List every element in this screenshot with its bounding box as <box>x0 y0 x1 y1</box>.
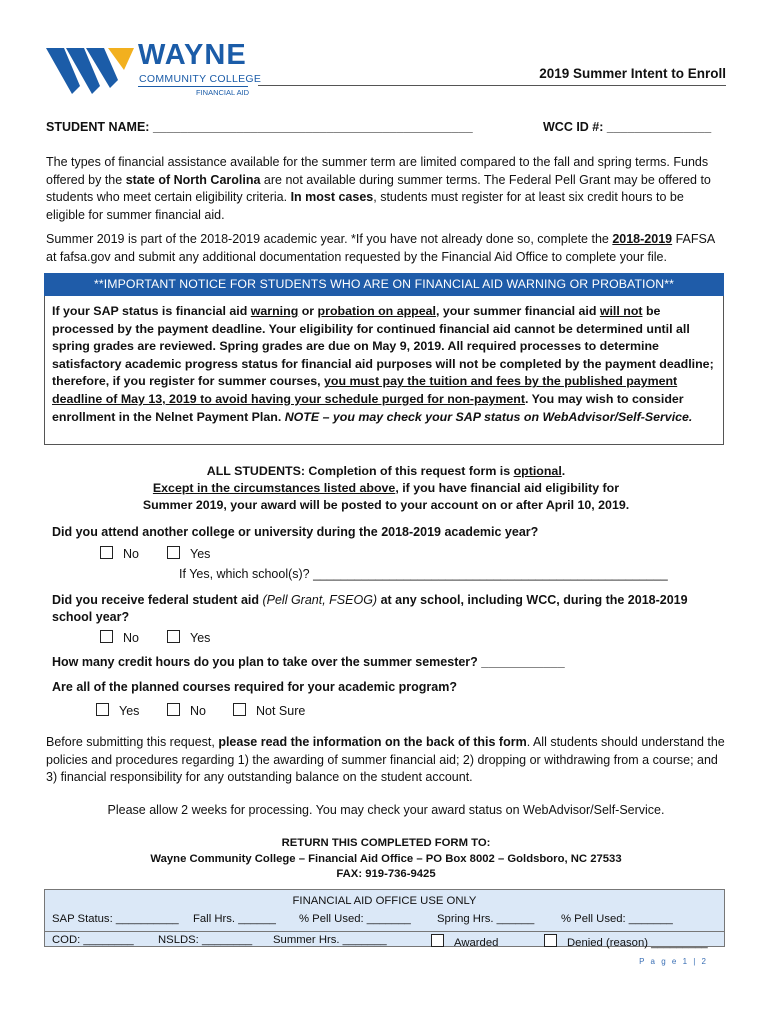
closing-paragraph: Before submitting this request, please read the information on the back of this form. All students should understand the policies and procedures regarding 1) the awarding of summer financial aid; 2) dropping or withdrawing from a course; and 3) financial responsibility for any outstanding balance on the student account. <box>46 735 725 784</box>
checkbox[interactable] <box>100 546 113 559</box>
student-name-field[interactable]: STUDENT NAME: ______________________________________________ <box>46 120 473 134</box>
question-other-college: Did you attend another college or university during the 2018-2019 academic year? <box>52 525 539 539</box>
title-rule <box>258 85 726 86</box>
return-fax: FAX: 919-736-9425 <box>336 868 436 880</box>
logo-divider <box>138 86 248 87</box>
awarded-option: Awarded <box>431 934 498 949</box>
all-students-notice: ALL STUDENTS: Completion of this request form is optional. Except in the circumstances listed above, if you have financial aid eligibility for Summer 2019, your award will be posted to your account on or after April 10, 2019. <box>142 464 630 512</box>
pell-used-2-field: % Pell Used: _______ <box>561 913 673 925</box>
question-required-courses: Are all of the planned courses required for your academic program? <box>52 680 457 694</box>
wayne-logo-mark <box>46 46 138 96</box>
intro-paragraph-2: Summer 2019 is part of the 2018-2019 academic year. *If you have not already done so, complete the 2018-2019 FAFSA at fafsa.gov and submit any additional documentation requested by the Financial Aid Office to complete your file. <box>46 232 715 264</box>
checkbox[interactable] <box>167 546 180 559</box>
processing-note: Please allow 2 weeks for processing. You may check your award status on WebAdvisor/Self-Service. <box>107 803 665 817</box>
return-heading: RETURN THIS COMPLETED FORM TO: <box>281 837 491 849</box>
logo-college: COMMUNITY COLLEGE <box>139 73 262 85</box>
logo-dept: FINANCIAL AID <box>196 88 250 97</box>
checkbox <box>431 934 444 947</box>
question-federal-aid: Did you receive federal student aid (Pell Grant, FSEOG) at any school, including WCC, during the 2018-2019 school year? <box>52 593 688 624</box>
return-address: Wayne Community College – Financial Aid Office – PO Box 8002 – Goldsboro, NC 27533 <box>150 853 622 865</box>
logo-wordmark: WAYNE <box>138 39 247 71</box>
checkbox[interactable] <box>100 630 113 643</box>
checkbox <box>544 934 557 947</box>
notice-text: If your SAP status is financial aid warning or probation on appeal, your summer financial aid will not be processed by the payment deadline. Your eligibility for continued financial aid cannot be determined until all spring grades are reviewed. Spring grades are due on May 9, 2019. All required processes to determine satisfactory academic progress status for financial aid purposes will not be completed by the payment deadline; therefore, if you register for summer courses, you must pay the tuition and fees by the published payment deadline of May 13, 2019 to avoid having your schedule purged for non-payment. You may wish to consider enrollment in the Nelnet Payment Plan. NOTE – you may check your SAP status on WebAdvisor/Self-Service. <box>52 304 714 424</box>
q4-yes-option[interactable]: Yes <box>96 703 139 718</box>
office-use-title: FINANCIAL AID OFFICE USE ONLY <box>292 895 477 907</box>
sap-status-field: SAP Status: __________ <box>52 913 179 925</box>
intro-paragraph-1: The types of financial assistance available for the summer term are limited compared to the fall and spring terms. Funds offered by the state of North Carolina are not available during summer terms. The Federal Pell Grant may be offered to students who meet certain eligibility criteria. In most cases, students must register for at least six credit hours to be eligible for summer financial aid. <box>46 155 711 222</box>
summer-hours-field: Summer Hrs. _______ <box>273 934 387 946</box>
q1-yes-option[interactable]: Yes <box>167 546 210 561</box>
wcc-id-field[interactable]: WCC ID #: _______________ <box>543 120 712 134</box>
q1-no-option[interactable]: No <box>100 546 139 561</box>
q1-which-school-field[interactable]: If Yes, which school(s)? ___________________________________________________ <box>179 567 668 581</box>
form-title: 2019 Summer Intent to Enroll <box>539 66 726 81</box>
q2-yes-option[interactable]: Yes <box>167 630 210 645</box>
page-number: P a g e 1 | 2 <box>639 957 708 966</box>
question-credit-hours[interactable]: How many credit hours do you plan to take over the summer semester? ____________ <box>52 655 565 669</box>
checkbox[interactable] <box>233 703 246 716</box>
denied-option: Denied (reason) _________ <box>544 934 708 949</box>
cod-field: COD: ________ <box>52 934 134 946</box>
notice-heading: **IMPORTANT NOTICE FOR STUDENTS WHO ARE ON FINANCIAL AID WARNING OR PROBATION** <box>44 273 724 296</box>
spring-hours-field: Spring Hrs. ______ <box>437 913 535 925</box>
checkbox[interactable] <box>96 703 109 716</box>
office-box-divider <box>44 931 725 932</box>
fall-hours-field: Fall Hrs. ______ <box>193 913 276 925</box>
q4-no-option[interactable]: No <box>167 703 206 718</box>
checkbox[interactable] <box>167 630 180 643</box>
checkbox[interactable] <box>167 703 180 716</box>
q2-no-option[interactable]: No <box>100 630 139 645</box>
nslds-field: NSLDS: ________ <box>158 934 253 946</box>
q4-not-sure-option[interactable]: Not Sure <box>233 703 305 718</box>
pell-used-1-field: % Pell Used: _______ <box>299 913 411 925</box>
